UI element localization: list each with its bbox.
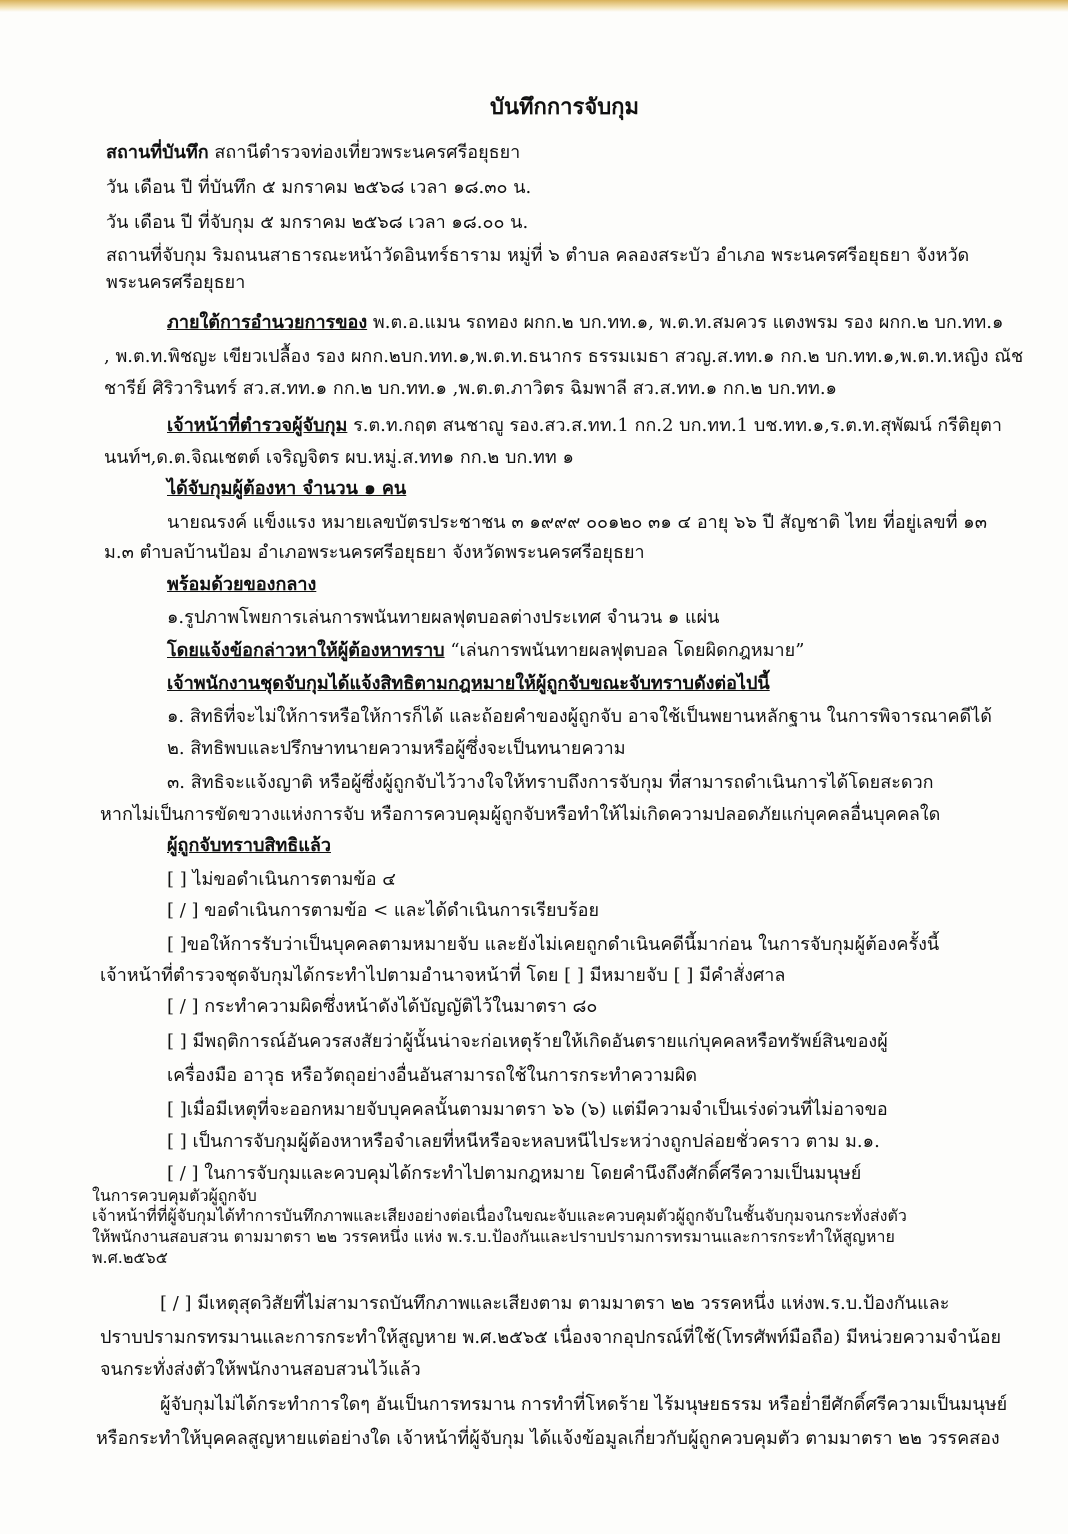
right-2: ๒. สิทธิพบและปรึกษาทนายความหรือผู้ซึ่งจะเป็นทนายความ — [167, 738, 626, 759]
right-1: ๑. สิทธิที่จะไม่ให้การหรือให้การก็ได้ และถ้อยคำของผู้ถูกจับ อาจใช้เป็นพยานหลักฐาน ในการพิจารณาคดีได้ — [167, 706, 992, 727]
place-label: สถานที่บันทึก — [106, 142, 209, 163]
checkbox-item-9-line-2: ปราบปรามกรทรมานและการกระทำให้สูญหาย พ.ศ.๒๕๖๕ เนื่องจากอุปกรณ์ที่ใช้(โทรศัพท์มือถือ) มีหน่วยความจำน้อย — [100, 1327, 1002, 1348]
checkbox-item-5-line-2: เครื่องมือ อาวุธ หรือวัตถุอย่างอื่นอันสามารถใช้ในการกระทำความผิด — [167, 1065, 698, 1086]
right-3-line-1: ๓. สิทธิจะแจ้งญาติ หรือผู้ซึ่งผู้ถูกจับไว้วางใจให้ทราบถึงการจับกุม ที่สามารถดำเนินการได้โดยสะดวก — [167, 772, 934, 793]
command-line-3: ชารีย์ ศิริวารินทร์ สว.ส.ทท.๑ กก.๒ บก.ทท.๑ ,พ.ต.ต.ภาวิตร ฉิมพาลี สว.ส.ทท.๑ กก.๒ บก.ทท.๑ — [104, 378, 837, 399]
command-line-1 — [167, 311, 1003, 335]
charge-value: “เล่นการพนันทายผลฟุตบอล โดยผิดกฎหมาย” — [444, 640, 805, 661]
evidence-heading: พร้อมด้วยของกลาง — [167, 574, 317, 595]
checkbox-item-7: [ ] เป็นการจับกุมผู้ต้องหาหรือจำเลยที่หนีหรือจะหลบหนีไประหว่างถูกปล่อยชั่วคราว ตาม ม.๑. — [167, 1131, 880, 1152]
recording-note-line-2: เจ้าหน้าที่ที่ผู้จับกุมได้ทำการบันทึกภาพและเสียงอย่างต่อเนื่องในขณะจับและควบคุมตัวผู้ถูกจับในชั้นจับกุมจนกระทั่งส่งตัว — [92, 1206, 907, 1225]
recording-note-line-1: ในการควบคุมตัวผู้ถูกจับ — [92, 1186, 257, 1205]
officers-line-1 — [167, 414, 1002, 438]
record-date: วัน เดือน ปี ที่บันทึก ๕ มกราคม ๒๕๖๘ เวลา ๑๘.๓๐ น. — [106, 177, 532, 198]
command-text-1: พ.ต.อ.แมน รถทอง ผกก.๒ บก.ทท.๑, พ.ต.ท.สมควร แตงพรม รอง ผกก.๒ บก.ทท.๑ — [367, 312, 1004, 333]
document-title: บันทึกการจับกุม — [490, 94, 639, 120]
checkbox-item-5-line-1: [ ] มีพฤติการณ์อันควรสงสัยว่าผู้นั้นน่าจะก่อเหตุร้ายให้เกิดอันตรายแก่บุคคลหรือทรัพย์สินของผู้ — [167, 1031, 888, 1052]
officers-line-2: นนท์ฯ,ด.ต.จิณเชตต์ เจริญจิตร ผบ.หมู่.ส.ทท๑ กก.๒ บก.ทท ๑ — [104, 447, 574, 468]
evidence-item-1: ๑.รูปภาพโพยการเล่นการพนันทายผลฟุตบอลต่างประเทศ จำนวน ๑ แผ่น — [167, 607, 720, 628]
charge-line — [167, 639, 804, 663]
checkbox-item-8: [ / ] ในการจับกุมและควบคุมได้กระทำไปตามกฎหมาย โดยคำนึงถึงศักดิ์ศรีความเป็นมนุษย์ — [167, 1163, 862, 1184]
place-value: สถานีตำรวจท่องเที่ยวพระนครศรีอยุธยา — [214, 142, 521, 163]
command-line-2: , พ.ต.ท.พิชญะ เขียวเปลื้อง รอง ผกก.๒บก.ทท.๑,พ.ต.ท.ธนากร ธรรมเมธา สวญ.ส.ทท.๑ กก.๒ บก.ทท.๑,พ.ต.ท.หญิง ณัช — [104, 346, 1024, 367]
final-statement-line-2: หรือกระทำให้บุคคลสูญหายแต่อย่างใด เจ้าหน้าที่ผู้จับกุม ได้แจ้งข้อมูลเกี่ยวกับผู้ถูกควบคุมตัว ตามมาตรา ๒๒ วรรคสอง — [96, 1428, 1000, 1449]
arrest-place-line-1: สถานที่จับกุม ริมถนนสาธารณะหน้าวัดอินทร์ธาราม หมู่ที่ ๖ ตำบล คลองสระบัว อำเภอ พระนครศรีอยุธยา จังหวัด — [106, 245, 970, 266]
suspects-heading: ได้จับกุมผู้ต้องหา จำนวน ๑ คน — [167, 478, 407, 499]
suspect-line-2: ม.๓ ตำบลบ้านป้อม อำเภอพระนครศรีอยุธยา จังหวัดพระนครศรีอยุธยา — [104, 542, 645, 563]
right-3-line-2: หากไม่เป็นการขัดขวางแห่งการจับ หรือการควบคุมผู้ถูกจับหรือทำให้ไม่เกิดความปลอดภัยแก่บุคคลอื่นบุคคลใด — [100, 804, 941, 825]
checkbox-item-6: [ ]เมื่อมีเหตุที่จะออกหมายจับบุคคลนั้นตามมาตรา ๖๖ (๖) แต่มีความจำเป็นเร่งด่วนที่ไม่อาจขอ — [167, 1099, 888, 1120]
checkbox-item-1: [ ] ไม่ขอดำเนินการตามข้อ ๔ — [167, 869, 396, 890]
checkbox-item-3-line-2: เจ้าหน้าที่ตำรวจชุดจับกุมได้กระทำไปตามอำนาจหน้าที่ โดย [ ] มีหมายจับ [ ] มีคำสั่งศาล — [100, 965, 786, 986]
checkbox-item-9-line-1: [ / ] มีเหตุสุดวิสัยที่ไม่สามารถบันทึกภาพและเสียงตาม ตามมาตรา ๒๒ วรรคหนึ่ง แห่งพ.ร.บ.ป้องกันและ — [160, 1293, 950, 1314]
officers-text-1: ร.ต.ท.กฤต สนชาญู รอง.สว.ส.ทท.1 กก.2 บก.ทท.1 บช.ทท.๑,ร.ต.ท.สุพัฒน์ กรีติยุตา — [347, 415, 1002, 436]
officers-label: เจ้าหน้าที่ตำรวจผู้จับกุม — [167, 415, 348, 436]
recording-note-line-4: พ.ศ.๒๕๖๕ — [92, 1248, 168, 1267]
checkbox-item-3-line-1: [ ]ขอให้การรับว่าเป็นบุคคลตามหมายจับ และยังไม่เคยถูกดำเนินคดีนี้มาก่อน ในการจับกุมผู้ต้องครั้งนี้ — [167, 934, 940, 955]
rights-heading: เจ้าพนักงานชุดจับกุมได้แจ้งสิทธิตามกฎหมายให้ผู้ถูกจับขณะจับทราบดังต่อไปนี้ — [167, 673, 770, 694]
charge-label: โดยแจ้งข้อกล่าวหาให้ผู้ต้องหาทราบ — [167, 640, 445, 661]
arrest-place-line-2: พระนครศรีอยุธยา — [106, 272, 246, 293]
checkbox-item-4: [ / ] กระทำความผิดซึ่งหน้าดังได้บัญญัติไว้ในมาตรา ๘๐ — [167, 996, 598, 1017]
recording-note-line-3: ให้พนักงานสอบสวน ตามมาตรา ๒๒ วรรคหนึ่ง แห่ง พ.ร.บ.ป้องกันและปราบปรามการทรมานและการกระทำให้สูญหาย — [92, 1227, 895, 1246]
command-label: ภายใต้การอำนวยการของ — [167, 312, 368, 333]
final-statement-line-1: ผู้จับกุมไม่ได้กระทำการใดๆ อันเป็นการทรมาน การทำที่โหดร้าย ไร้มนุษยธรรม หรือย่ำยีศักดิ์ศรีความเป็นมนุษย์ — [160, 1394, 1008, 1415]
arrest-date: วัน เดือน ปี ที่จับกุม ๕ มกราคม ๒๕๖๘ เวลา ๑๘.๐๐ น. — [106, 212, 529, 233]
checkbox-item-2: [ / ] ขอดำเนินการตามข้อ < และได้ดำเนินการเรียบร้อย — [167, 900, 600, 921]
suspect-line-1: นายณรงค์ แข็งแรง หมายเลขบัตรประชาชน ๓ ๑๙๙๙ ๐๐๑๒๐ ๓๑ ๔ อายุ ๖๖ ปี สัญชาติ ไทย ที่อยู่เลขที่ ๑๓ — [167, 512, 988, 533]
place-line — [106, 141, 520, 165]
acknowledgement-heading: ผู้ถูกจับทราบสิทธิแล้ว — [167, 835, 331, 856]
checkbox-item-9-line-3: จนกระทั่งส่งตัวให้พนักงานสอบสวนไว้แล้ว — [100, 1359, 421, 1380]
